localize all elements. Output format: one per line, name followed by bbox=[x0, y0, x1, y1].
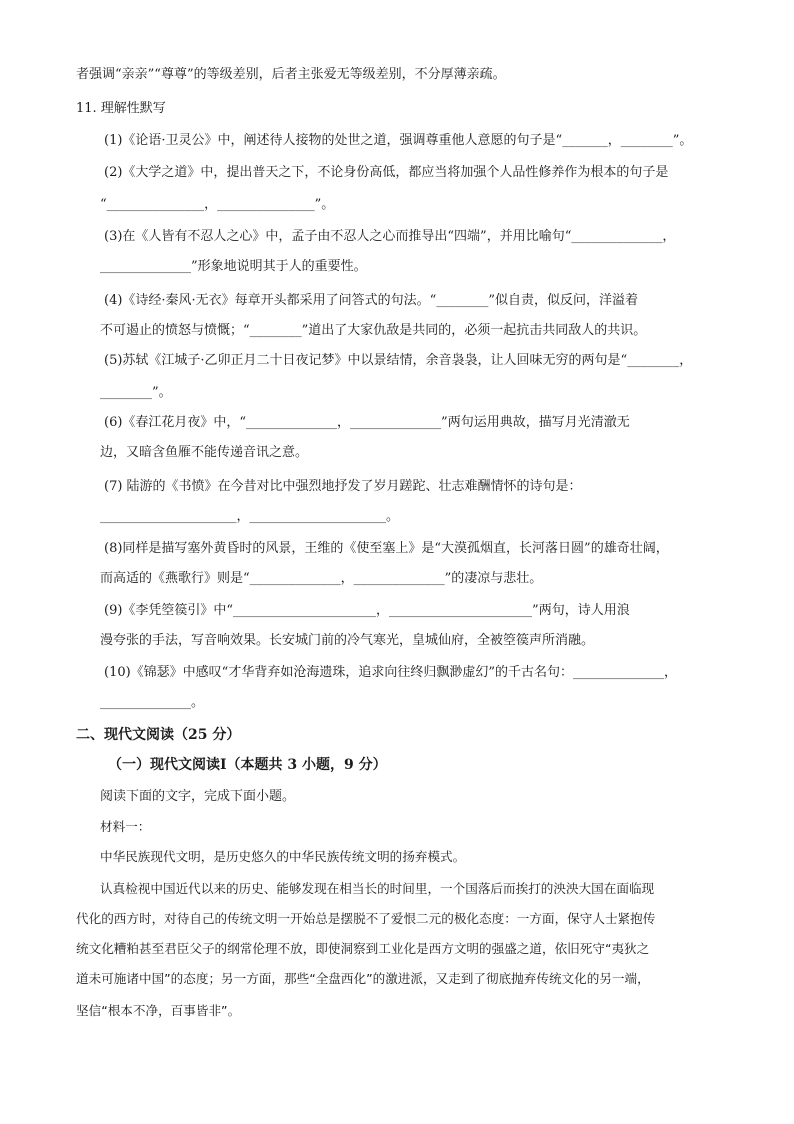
material-paragraph-2-line-4: 道未可施诸中国”的态度；另一方面，那些“全盘西化”的激进派，又走到了彻底抛弃传统文化的另一端， bbox=[76, 971, 650, 986]
q11-item-2-cont: “_______________，_______________”。 bbox=[100, 197, 335, 212]
q11-item-4-cont: 不可遏止的愤怒与愤慨；“________”道出了大家仇敌是共同的，必须一起抗击共同敌人的共识。 bbox=[100, 323, 647, 338]
q11-item-5-cont: ________”。 bbox=[100, 385, 172, 400]
section-2-heading: 二、现代文阅读（25 分） bbox=[76, 727, 241, 743]
q11-item-4: (4)《诗经·秦风·无衣》每章开头都采用了问答式的句法。“________”似自责，似反问，洋溢着 bbox=[104, 293, 638, 308]
q11-item-5: (5)苏轼《江城子·乙卯正月二十日夜记梦》中以景结情，余音袅袅，让人回味无穷的两句是“________， bbox=[104, 353, 693, 368]
q11-item-2: (2)《大学之道》中，提出普天之下，不论身份高低，都应当将加强个人品性修养作为根本的句子是 bbox=[104, 165, 669, 180]
q11-item-8: (8)同样是描写塞外黄昏时的风景，王维的《使至塞上》是“大漠孤烟直，长河落日圆”的雄奇壮阔， bbox=[104, 541, 669, 556]
q11-item-7: (7) 陆游的《书愤》在今昔对比中强烈地抒发了岁月蹉跎、壮志难酬情怀的诗句是： bbox=[104, 479, 582, 494]
section-2-subheading: （一）现代文阅读Ⅰ（本题共 3 小题，9 分） bbox=[108, 757, 387, 773]
material-label: 材料一： bbox=[100, 819, 151, 834]
material-paragraph-2-line-5: 坚信“根本不净，百事皆非”。 bbox=[76, 1003, 241, 1018]
material-paragraph-1: 中华民族现代文明，是历史悠久的中华民族传统文明的扬弃模式。 bbox=[100, 849, 466, 864]
q11-item-7-cont: _____________________，_____________________。 bbox=[100, 509, 399, 524]
q11-item-1: (1)《论语·卫灵公》中，阐述待人接物的处世之道，强调尊重他人意愿的句子是“_______，________”。 bbox=[104, 133, 693, 148]
material-paragraph-2-line-2: 代化的西方时，对待自己的传统文明一开始总是摆脱不了爱恨二元的极化态度：一方面，保守人士紧抱传 bbox=[76, 911, 656, 926]
q11-item-6-cont: 边，又暗含鱼雁不能传递音讯之意。 bbox=[100, 445, 309, 460]
q11-item-10-cont: ______________。 bbox=[100, 695, 205, 710]
q11-item-3-cont: ______________”形象地说明其于人的重要性。 bbox=[100, 259, 367, 274]
q11-item-9: (9)《李凭箜篌引》中“______________________，______________________”两句，诗人用浪 bbox=[104, 603, 630, 618]
q11-item-10: (10)《锦瑟》中感叹“才华背弃如沧海遗珠，追求向往终归飘渺虚幻”的千古名句：______________， bbox=[104, 665, 677, 680]
material-paragraph-2: 认真检视中国近代以来的历史、能够发现在相当长的时间里，一个国落后而挨打的泱泱大国在面临现 bbox=[100, 881, 655, 896]
reading-instruction: 阅读下面的文字，完成下面小题。 bbox=[100, 789, 296, 804]
continuation-line: 者强调“亲亲”“尊尊”的等级差别，后者主张爱无等级差别，不分厚薄亲疏。 bbox=[76, 67, 506, 82]
q11-item-3: (3)在《人皆有不忍人之心》中，孟子由不忍人之心而推导出“四端”，并用比喻句“______________， bbox=[104, 229, 676, 244]
q11-item-6: (6)《春江花月夜》中，“______________，______________”两句运用典故，描写月光清澈无 bbox=[104, 415, 630, 430]
question-11-title: 11. 理解性默写 bbox=[76, 101, 166, 116]
material-paragraph-2-line-3: 统文化糟粕甚至君臣父子的纲常伦理不放，即使洞察到工业化是西方文明的强盛之道，依旧死守“夷狄之 bbox=[76, 941, 650, 956]
q11-item-9-cont: 漫夸张的手法，写音响效果。长安城门前的冷气寒光，皇城仙府，全被箜篌声所消融。 bbox=[100, 633, 595, 648]
q11-item-8-cont: 而高适的《燕歌行》则是“______________，______________”的凄凉与悲壮。 bbox=[100, 571, 543, 586]
